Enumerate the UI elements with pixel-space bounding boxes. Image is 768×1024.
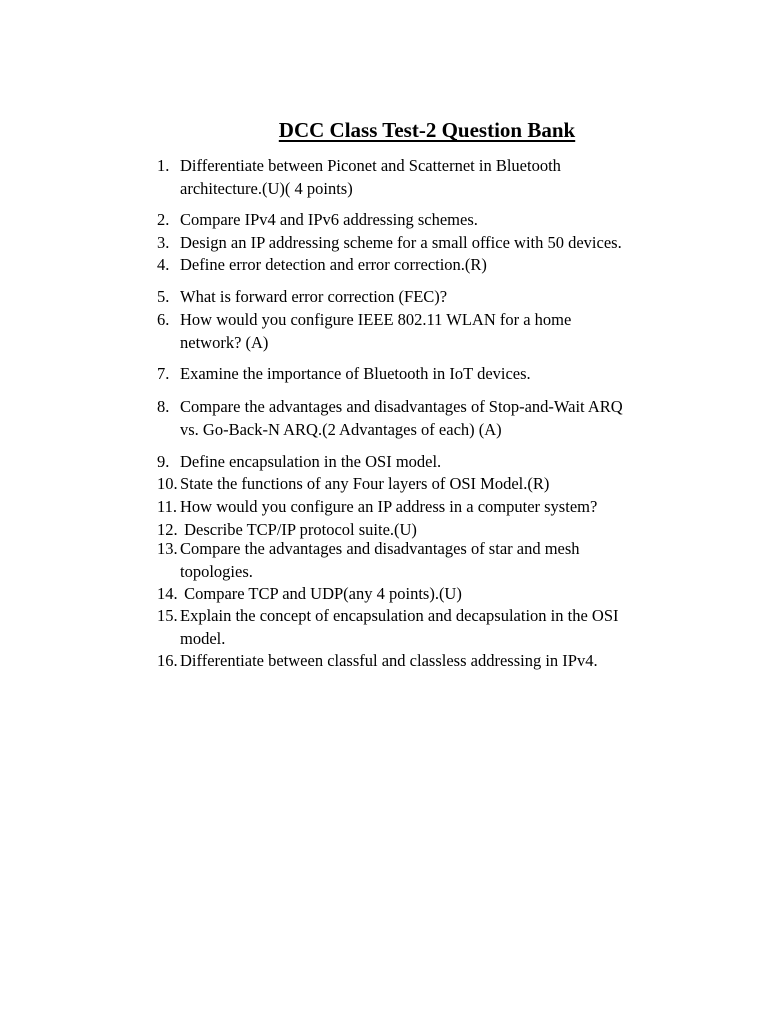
question-line: Differentiate between classful and classless addressing in IPv4. [180, 651, 598, 670]
question-text [180, 649, 680, 672]
question-line: Differentiate between Piconet and Scatternet in Bluetooth [180, 156, 561, 175]
question-text [180, 472, 680, 495]
question-text [180, 208, 680, 231]
question-text [180, 285, 680, 308]
question-number: 9. [157, 452, 170, 471]
question-line: Explain the concept of encapsulation and decapsulation in the OSI [180, 606, 619, 625]
question-number: 1. [157, 156, 170, 175]
question-line: Compare TCP and UDP(any 4 points).(U) [180, 584, 462, 603]
question-number: 7. [157, 364, 170, 383]
question-number: 2. [157, 210, 170, 229]
question-text [180, 604, 680, 650]
question-number: 14. [157, 584, 178, 603]
question-line: How would you configure an IP address in a computer system? [180, 497, 598, 516]
question-line: Define error detection and error correction.(R) [180, 255, 487, 274]
question-text [180, 362, 680, 385]
question-line: How would you configure IEEE 802.11 WLAN for a home [180, 310, 572, 329]
question-number: 16. [157, 651, 178, 670]
question-line: What is forward error correction (FEC)? [180, 287, 448, 306]
page-title: DCC Class Test-2 Question Bank [278, 118, 576, 142]
question-text [180, 395, 680, 441]
question-number: 12. [157, 520, 178, 539]
question-line: vs. Go-Back-N ARQ.(2 Advantages of each) (A) [180, 420, 502, 439]
question-number: 11. [157, 497, 178, 516]
question-number: 13. [157, 539, 178, 558]
question-line: Examine the importance of Bluetooth in IoT devices. [180, 364, 531, 383]
question-number: 6. [157, 310, 170, 329]
question-line: topologies. [180, 562, 253, 581]
question-line: Compare the advantages and disadvantages of Stop-and-Wait ARQ [180, 397, 623, 416]
question-line: Compare IPv4 and IPv6 addressing schemes. [180, 210, 478, 229]
question-text [180, 154, 680, 200]
question-text [180, 495, 680, 518]
question-number: 8. [157, 397, 170, 416]
question-number: 4. [157, 255, 170, 274]
question-number: 5. [157, 287, 170, 306]
question-line: network? (A) [180, 333, 269, 352]
question-line: model. [180, 629, 226, 648]
question-line: State the functions of any Four layers of OSI Model.(R) [180, 474, 550, 493]
question-text [180, 308, 680, 354]
question-line: Design an IP addressing scheme for a small office with 50 devices. [180, 233, 622, 252]
question-text [180, 253, 680, 276]
question-line: Define encapsulation in the OSI model. [180, 452, 442, 471]
question-number: 10. [157, 474, 178, 493]
question-text [180, 537, 680, 583]
question-line: Describe TCP/IP protocol suite.(U) [180, 520, 417, 539]
question-text [180, 582, 680, 605]
question-line: architecture.(U)( 4 points) [180, 179, 353, 198]
question-text [180, 231, 680, 254]
question-number: 3. [157, 233, 170, 252]
question-number: 15. [157, 606, 178, 625]
question-text [180, 450, 680, 473]
question-line: Compare the advantages and disadvantages of star and mesh [180, 539, 580, 558]
